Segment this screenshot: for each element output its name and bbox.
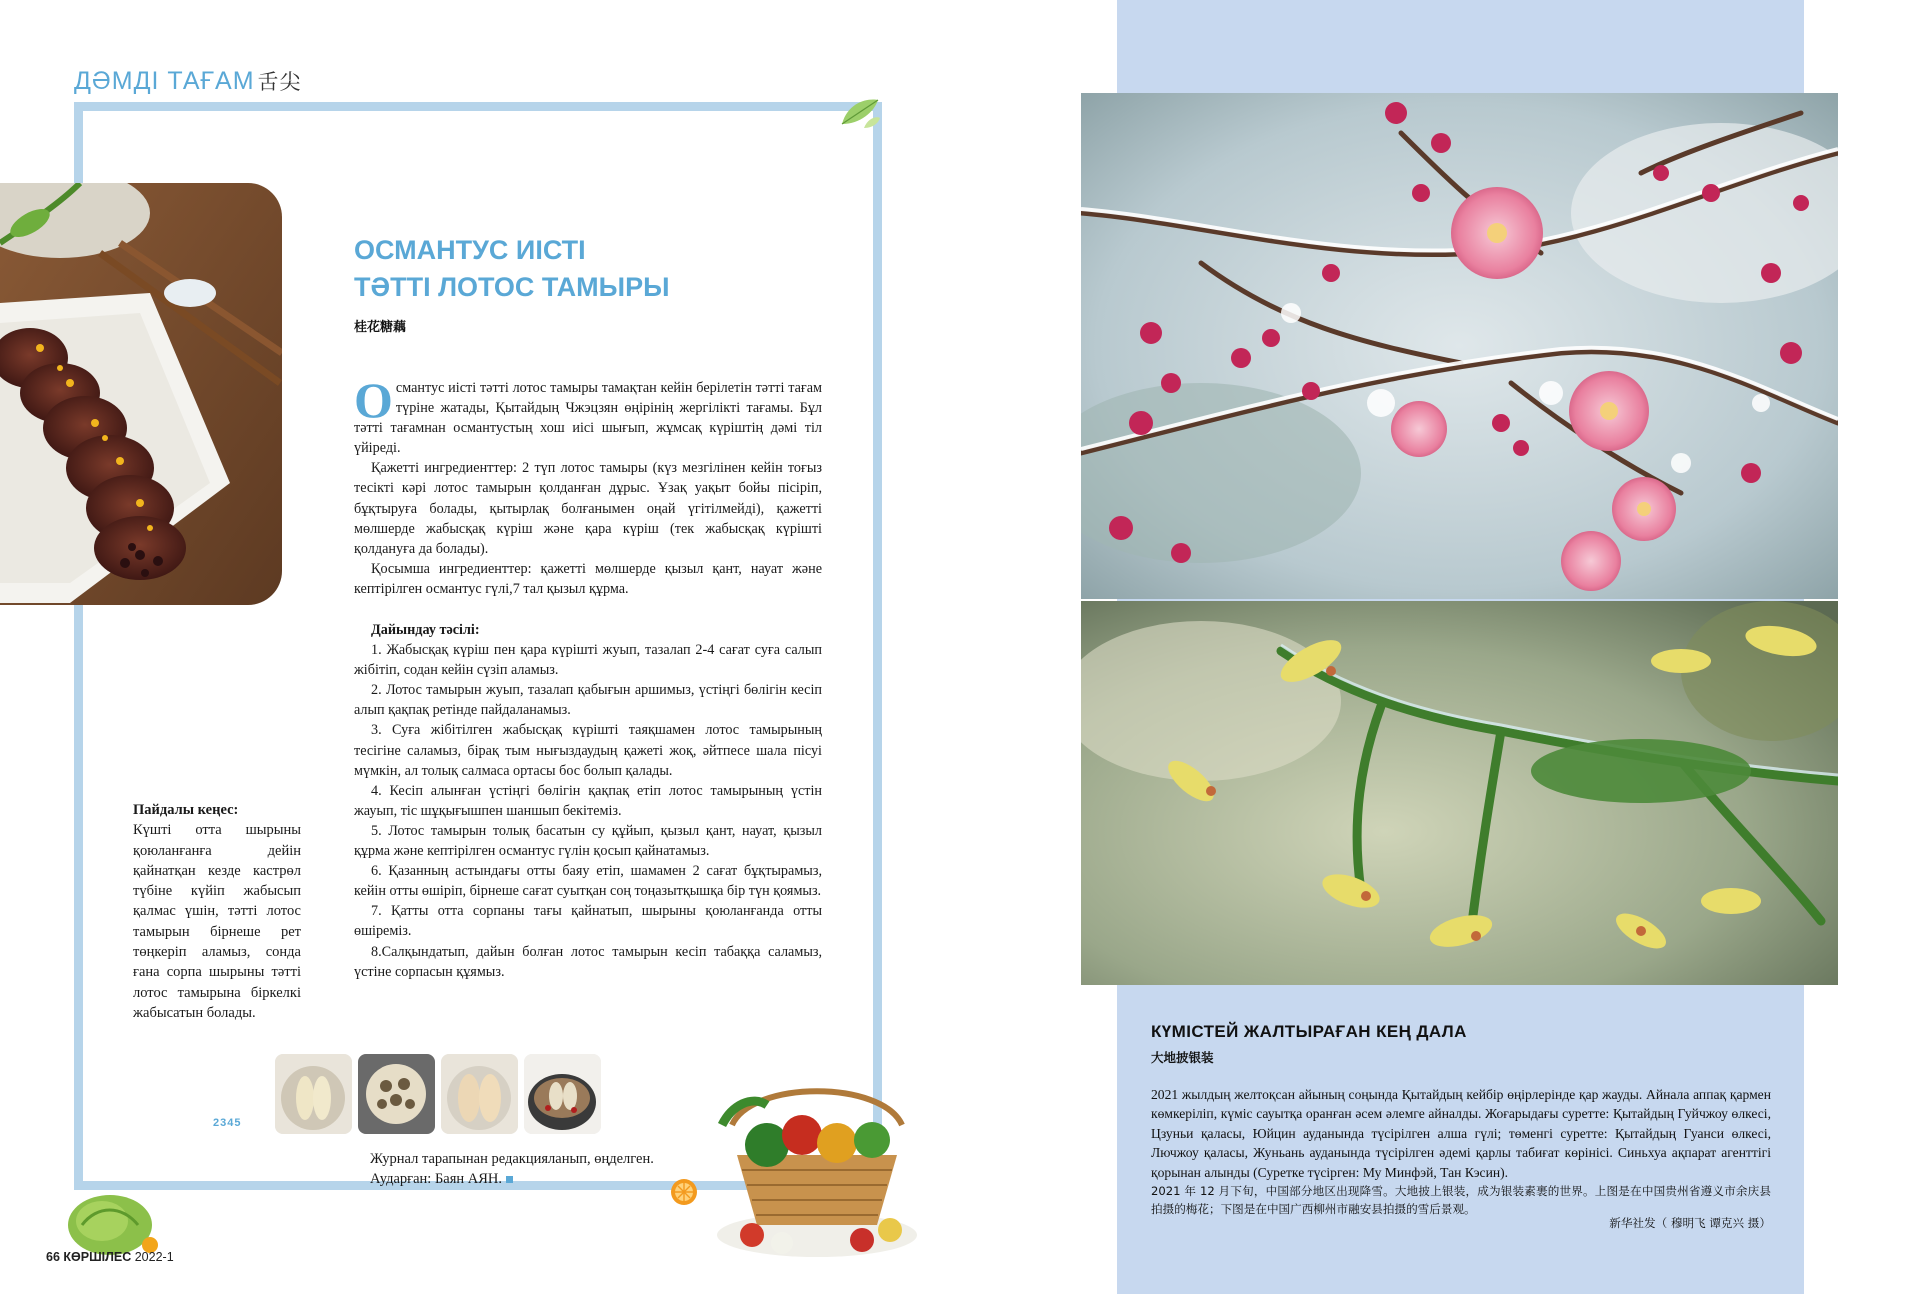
method-step: 3. Суға жібітілген жабысқақ күрішті таяқшамен лотос тамырының тесігіне саламыз, бірақ тым нығыздаудың қажеті жоқ, әйтпесе шала пісуі мүмкін, ал толық салмаса ортасы бос болып қалады. xyxy=(354,722,822,779)
tip-heading: Пайдалы кеңес: xyxy=(133,802,239,818)
vegetable-basket-image xyxy=(712,1085,922,1260)
section-title: ДӘМДІ ТАҒАМ xyxy=(74,67,255,95)
plum-blossom-illustration xyxy=(1081,93,1838,599)
method-step: 5. Лотос тамырын толық басатын су құйып, қызыл қант, науат, қызыл құрма және кептірілген османтус гүлін қосып қайнатамыз. xyxy=(354,822,822,860)
method-step: 7. Қатты отта сорпаны тағы қайнатып, шырыны қоюланғанда отты өшіреміз. xyxy=(354,903,822,940)
method-section xyxy=(354,620,822,982)
step-photo-3 xyxy=(358,1054,435,1134)
section-title-cn: 舌尖 xyxy=(257,71,302,94)
page-number: 66 xyxy=(46,1250,60,1264)
tip-text: Күшті отта шырыны қоюланғанға дейін қайнатқан кезде кастрөл түбіне күйіп жабысып қалмас үшін, тәтті лотос тамырын бірнеше рет төңкеріп аламыз, сонда ғана сорпа шырыны тәтті лотос тамырына біркелкі жабысатын болады. xyxy=(133,822,301,1021)
lettuce-image xyxy=(62,1185,158,1257)
lotus-root-dish-illustration xyxy=(0,183,282,605)
step-photo-2 xyxy=(275,1054,352,1134)
feature-title-cn: 大地披银装 xyxy=(1151,1050,1214,1065)
drop-cap: О xyxy=(354,372,393,428)
method-step: 6. Қазанның астындағы отты баяу етіп, шамамен 2 сағат бұқтырамыз, кейін отты өшіріп, бірнеше сағат суытқан соң тоңазытқышқа бір түн қоямыз. xyxy=(354,863,822,900)
step-photos xyxy=(275,1054,605,1134)
recipe-title-cn: 桂花糖藕 xyxy=(354,320,407,335)
ingredients-paragraph: Қажетті ингредиенттер: 2 түп лотос тамыры (күз мезгілінен кейін тоғыз тесікті кәрі лотос тамырын қолданған дұрыс. Ұзақ уақыт бойы пісіріп, бұқтыруға болады, қытырлақ болғанымен оңай үгітілмейді), қажетті мөлшерде жабысқақ күріш және қара күріш (тек жабысқақ күрішті қолдануға да болады). xyxy=(354,460,822,557)
magazine-name: КӨРШІЛЕС xyxy=(63,1250,132,1264)
plum-blossom-photo xyxy=(1081,93,1838,599)
frozen-plant-photo xyxy=(1081,601,1838,985)
step-photo-5 xyxy=(524,1054,601,1134)
step-numbers: 2345 xyxy=(213,1117,242,1129)
credit-block xyxy=(370,1149,654,1189)
method-step: 1. Жабысқақ күріш пен қара күрішті жуып, тазалап 2-4 сағат суға салып жібітіп, содан кейін сүзіп аламыз. xyxy=(354,642,822,679)
translator-credit: Аударған: Баян АЯН. xyxy=(370,1171,503,1187)
feature-caption xyxy=(1151,1085,1771,1182)
orange-slice-icon xyxy=(670,1178,698,1206)
tip-box xyxy=(133,800,301,1023)
recipe-intro xyxy=(354,372,822,599)
extras-paragraph: Қосымша ингредиенттер: қажетті мөлшерде қызыл қант, науат және кептірілген османтус гүлі,7 тал қызыл құрма. xyxy=(354,560,822,597)
method-heading: Дайындау тәсілі: xyxy=(371,622,480,638)
intro-paragraph xyxy=(354,372,822,458)
end-square-icon xyxy=(506,1176,513,1183)
frozen-plant-illustration xyxy=(1081,601,1838,985)
caption-chinese: 2021 年 12 月下旬，中国部分地区出现降雪。大地披上银装，成为银装素裹的世界。上图是在中国贵州省遵义市余庆县拍摄的梅花；下图是在中国广西柳州市融安县拍摄的雪后景观。 xyxy=(1151,1184,1771,1216)
page-footer xyxy=(46,1250,174,1264)
section-header xyxy=(74,66,302,96)
photo-credit-cn: 新华社发（ 穆明飞 谭克兴 摄） xyxy=(1609,1216,1771,1230)
issue-number: 2022-1 xyxy=(134,1250,174,1264)
lotus-root-dish-photo xyxy=(0,183,282,605)
recipe-title: ОСМАНТУС ИІСТІ ТӘТТІ ЛОТОС ТАМЫРЫ xyxy=(354,235,670,302)
method-step: 2. Лотос тамырын жуып, тазалап қабығын аршимыз, үстіңгі бөлігін кесіп алып қақпақ ретінде пайдаланамыз. xyxy=(354,682,822,719)
caption-kazakh: 2021 жылдың желтоқсан айының соңында Қытайдың кейбір өңірлерінде қар жауды. Айнала аппақ қармен көмкеріліп, күміс сауытқа оранған әсем әлемге айналды. Жоғарыдағы суретте: Қытайдың Гуйчжоу өлкесі, Цзуньи қаласы, Юйцин ауданында түсірілген алша гүлі; төменгі суретте: Қытайдың Гуанси өлкесі, Лючжоу қаласы, Жуньань ауданында түсірілген әдемі қарлы табиғат көрінісі. Синьхуа ақпарат агенттігі қорынан алынды (Суретке түсірген: Му Минфэй, Тан Кэсин). xyxy=(1151,1087,1771,1180)
translator-line xyxy=(370,1169,654,1189)
method-step: 4. Кесіп алынған үстіңгі бөлігін қақпақ етіп лотос тамырының үстін жауып, тіс шұқығышпен шаншып бекітеміз. xyxy=(354,782,822,819)
leaf-decoration-icon xyxy=(838,94,882,130)
step-photo-4 xyxy=(441,1054,518,1134)
intro-text: смантус иісті тәтті лотос тамыры тамақтан кейін берілетін тәтті тағам түріне жатады, Қытайдың Чжэцзян өңірінің жергілікті тағамы. Бұл тәтті тағамнан османтустың хош иісі шығып, жұмсақ күріштің дәмі тіл үйіреді. xyxy=(354,380,822,457)
method-step: 8.Салқындатып, дайын болған лотос тамырын кесіп табаққа саламыз, үстіне сорпасын құямыз. xyxy=(354,943,822,980)
feature-title: КҮМІСТЕЙ ЖАЛТЫРАҒАН КЕҢ ДАЛА xyxy=(1151,1022,1467,1041)
editor-credit: Журнал тарапынан редакцияланып, өңделген. xyxy=(370,1151,654,1167)
